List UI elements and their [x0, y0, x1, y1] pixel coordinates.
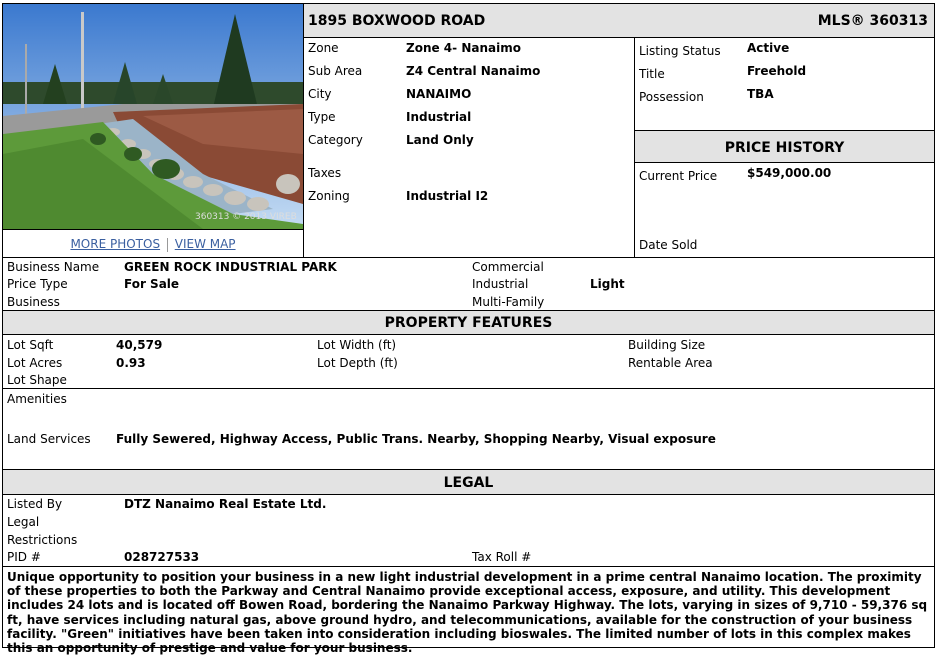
price-type-label: Price Type — [7, 277, 68, 291]
lot-depth-label: Lot Depth (ft) — [317, 356, 398, 370]
lot-width-label: Lot Width (ft) — [317, 338, 397, 352]
photo-watermark: 360313 © 2013 VIREB — [195, 212, 297, 222]
zone-label: Zone — [308, 41, 339, 55]
business-label: Business — [7, 295, 60, 309]
date-sold-label: Date Sold — [639, 238, 698, 252]
property-address: 1895 BOXWOOD ROAD — [308, 13, 486, 29]
lot-acres-value: 0.93 — [116, 356, 146, 370]
category-label: Category — [308, 133, 363, 147]
property-photo[interactable] — [3, 4, 303, 229]
taxes-label: Taxes — [308, 166, 342, 180]
zoning-value: Industrial I2 — [406, 189, 489, 203]
listing-status-label: Listing Status — [639, 44, 721, 58]
current-price-label: Current Price — [639, 169, 718, 183]
property-description: Unique opportunity to position your business in a new light industrial development in a prime central Nanaimo location. The proximity of these properties to both the Parkway and Central Nanaimo provide exceptional access, exposure, and utility. This development includes 24 lots and is located off Bowen Road, bordering the Nanaimo Parkway Highway. The lots, varying in sizes of 9,710 - 59,376 sq ft, have services including natural gas, above ground hydro, and telecommunications, available for the construction of your business facility. "Green" initiatives have been taken into consideration including bioswales. The limited number of lots in this complex makes this an opportunity of prestige and value for your business. — [7, 570, 928, 655]
title-label: Title — [639, 67, 665, 81]
view-map-link[interactable]: VIEW MAP — [174, 237, 236, 251]
pid-label: PID # — [7, 550, 41, 564]
industrial-value: Light — [590, 277, 625, 291]
lot-acres-label: Lot Acres — [7, 356, 63, 370]
listing-status-value: Active — [747, 41, 790, 55]
commercial-label: Commercial — [472, 260, 544, 274]
zoning-label: Zoning — [308, 189, 350, 203]
amenities-label: Amenities — [7, 392, 67, 406]
listed-by-value: DTZ Nanaimo Real Estate Ltd. — [124, 497, 327, 511]
business-name-value: GREEN ROCK INDUSTRIAL PARK — [124, 260, 337, 274]
multifamily-label: Multi-Family — [472, 295, 545, 309]
type-label: Type — [308, 110, 336, 124]
possession-label: Possession — [639, 90, 704, 104]
building-size-label: Building Size — [628, 338, 706, 352]
price-history-heading: PRICE HISTORY — [724, 140, 845, 156]
lot-shape-label: Lot Shape — [7, 373, 67, 387]
link-divider — [167, 238, 168, 252]
mls-number: MLS® 360313 — [817, 13, 928, 29]
lot-sqft-value: 40,579 — [116, 338, 163, 352]
restrictions-label: Restrictions — [7, 533, 78, 547]
zone-value: Zone 4- Nanaimo — [406, 41, 521, 55]
business-name-label: Business Name — [7, 260, 100, 274]
title-value: Freehold — [747, 64, 807, 78]
more-photos-link[interactable]: MORE PHOTOS — [70, 237, 161, 251]
subarea-label: Sub Area — [308, 64, 363, 78]
tax-roll-label: Tax Roll # — [472, 550, 532, 564]
property-features-heading: PROPERTY FEATURES — [384, 315, 553, 331]
listed-by-label: Listed By — [7, 497, 63, 511]
lot-sqft-label: Lot Sqft — [7, 338, 54, 352]
city-label: City — [308, 87, 332, 101]
current-price-value: $549,000.00 — [747, 166, 832, 180]
land-services-value: Fully Sewered, Highway Access, Public Trans. Nearby, Shopping Nearby, Visual exposure — [116, 432, 716, 446]
property-photo-image — [3, 4, 303, 229]
category-value: Land Only — [406, 133, 474, 147]
industrial-label: Industrial — [472, 277, 529, 291]
legal-label: Legal — [7, 515, 40, 529]
photo-links — [3, 230, 303, 256]
land-services-label: Land Services — [7, 432, 91, 446]
city-value: NANAIMO — [406, 87, 472, 101]
subarea-value: Z4 Central Nanaimo — [406, 64, 541, 78]
possession-value: TBA — [747, 87, 774, 101]
price-type-value: For Sale — [124, 277, 180, 291]
type-value: Industrial — [406, 110, 472, 124]
legal-heading: LEGAL — [443, 475, 494, 491]
pid-value: 028727533 — [124, 550, 200, 564]
rentable-area-label: Rentable Area — [628, 356, 713, 370]
